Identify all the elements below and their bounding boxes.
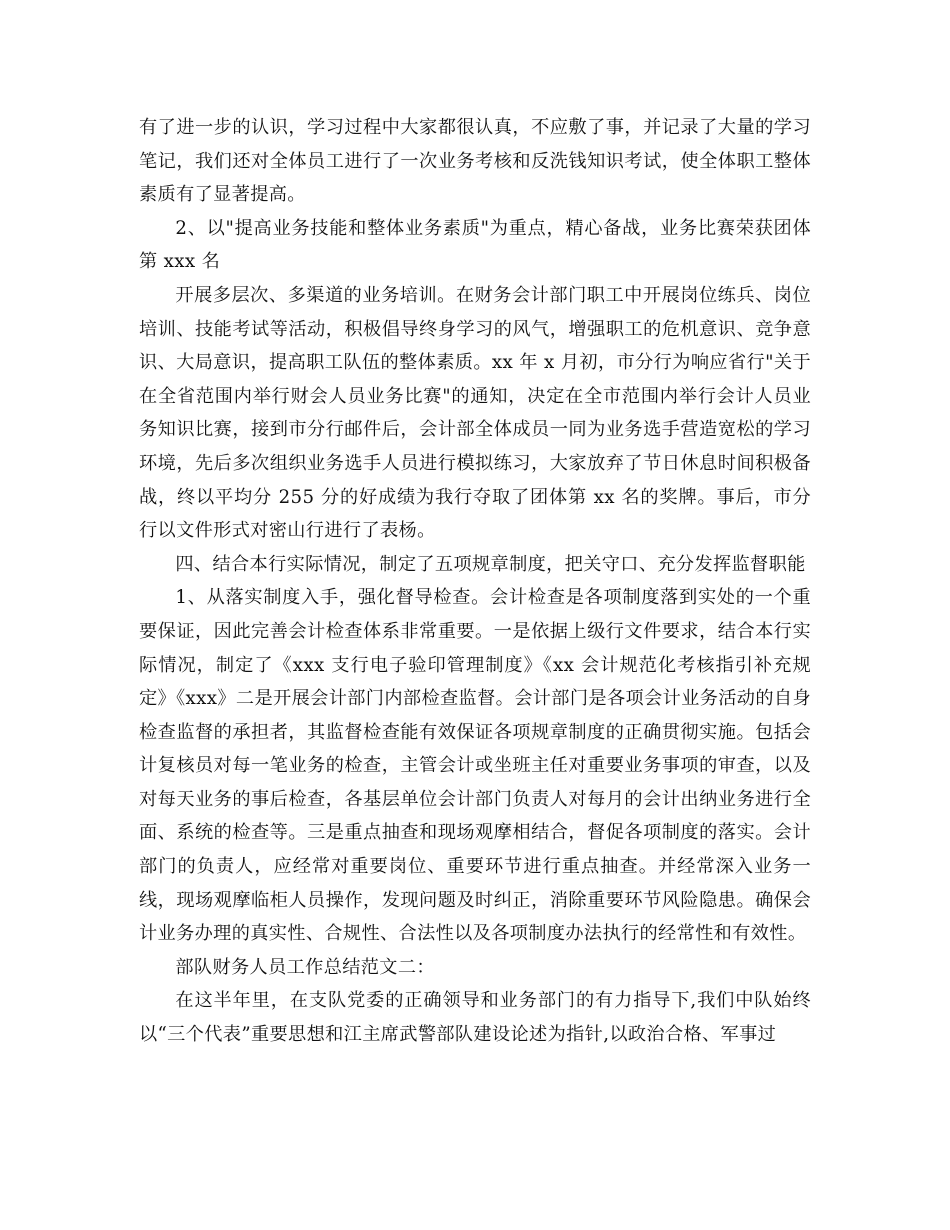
paragraph-section-title: 部队财务人员工作总结范文二： [175,956,435,978]
document-body [139,111,811,1052]
paragraph-supervision: 1、从落实制度入手，强化督导检查。会计检查是各项制度落到实处的一个重要保证，因此完善会计检查体系非常重要。一是依据上级行文件要求，结合本行实际情况，制定了《xxx 支行电子验印管理制度》《xx 会计规范化考核指引补充规定》《xxx》二是开展会计部门内部检查监督。会计部门是各项会计业务活动的自身检查监督的承担者，其监督检查能有效保证各项规章制度的正确贯彻实施。包括会计复核员对每一笔业务的检查，主管会计或坐班主任对重要业务事项的审查，以及对每天业务的事后检查，各基层单位会计部门负责人对每月的会计出纳业务进行全面、系统的检查等。三是重点抽查和现场观摩相结合，督促各项制度的落实。会计部门的负责人，应经常对重要岗位、重要环节进行重点抽查。并经常深入业务一线，现场观摩临柜人员操作，发现问题及时纠正，消除重要环节风险隐患。确保会计业务办理的真实性、合规性、合法性以及各项制度办法执行的经常性和有效性。 [139,587,811,945]
paragraph-training: 开展多层次、多渠道的业务培训。在财务会计部门职工中开展岗位练兵、岗位培训、技能考试等活动，积极倡导终身学习的风气，增强职工的危机意识、竞争意识、大局意识，提高职工队伍的整体素质。xx 年 x 月初，市分行为响应省行"关于在全省范围内举行财会人员业务比赛"的通知，决定在全市范围内举行会计人员业务知识比赛，接到市分行邮件后，会计部全体成员一同为业务选手营造宽松的学习环境，先后多次组织业务选手人员进行模拟练习，大家放弃了节日休息时间积极备战，终以平均分 255 分的好成绩为我行夺取了团体第 xx 名的奖牌。事后，市分行以文件形式对密山行进行了表杨。 [139,284,811,542]
paragraph-heading-4: 四、结合本行实际情况，制定了五项规章制度，把关守口、充分发挥监督职能 [175,553,806,575]
paragraph-heading-2: 2、以"提高业务技能和整体业务素质"为重点，精心备战，业务比赛荣获团体第 xxx 名 [139,217,811,273]
paragraph-intro-second: 在这半年里，在支队党委的正确领导和业务部门的有力指导下,我们中队始终以“三个代表”重要思想和江主席武警部队建设论述为指针,以政治合格、军事过 [139,990,811,1046]
paragraph-continuation: 有了进一步的认识，学习过程中大家都很认真，不应敷了事，并记录了大量的学习笔记，我们还对全体员工进行了一次业务考核和反洗钱知识考试，使全体职工整体素质有了显著提高。 [139,117,811,206]
